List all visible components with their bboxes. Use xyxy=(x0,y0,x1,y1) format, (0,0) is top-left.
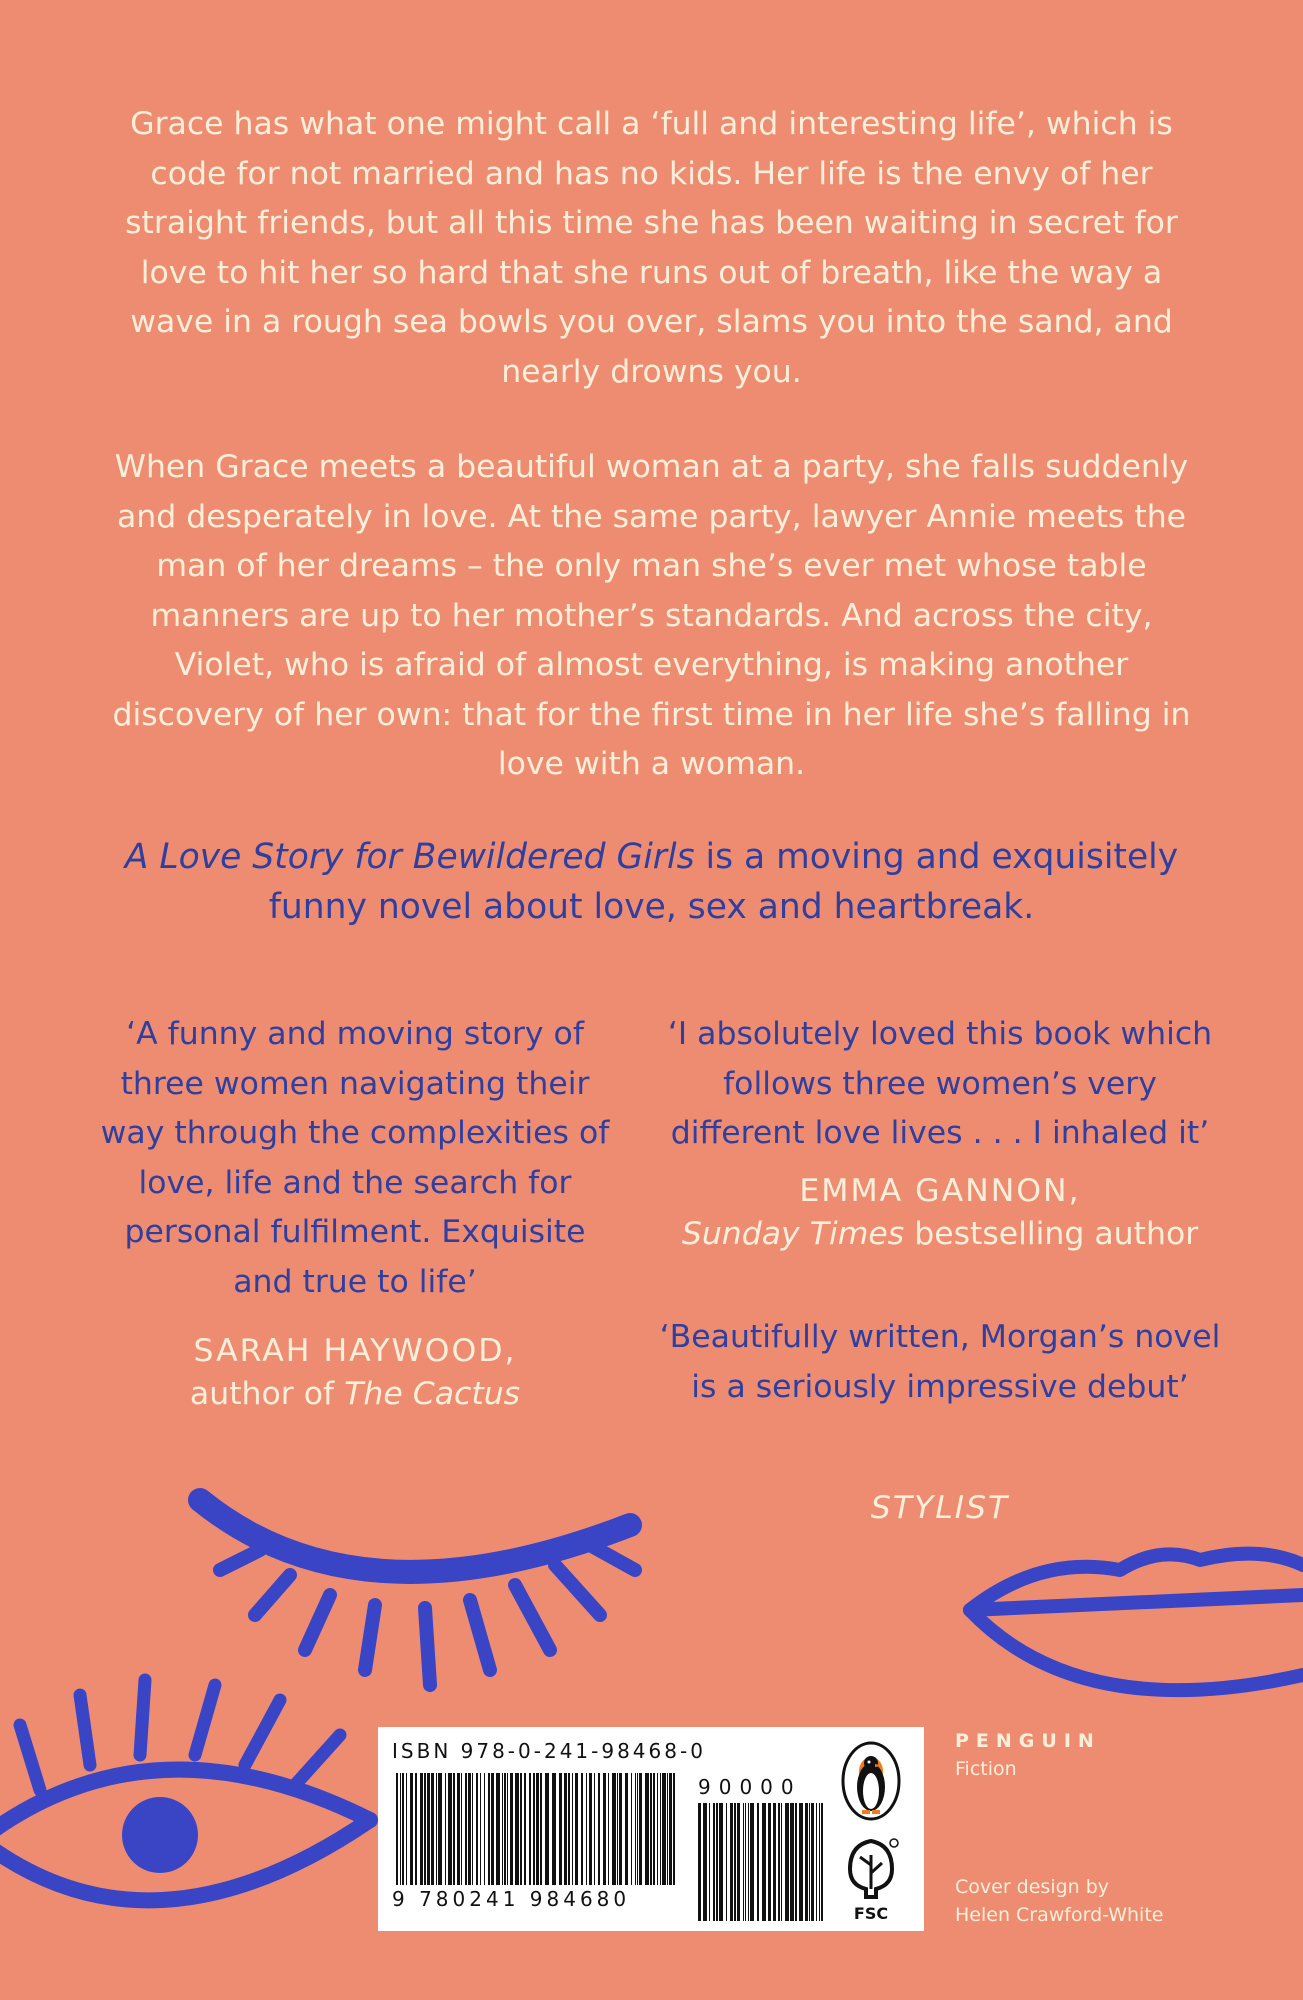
barcode-panel xyxy=(378,1727,924,1931)
reviewer-role: Sunday Times bestselling author xyxy=(681,1216,1199,1252)
review-attribution-gannon xyxy=(655,1170,1225,1256)
eye-drawing-icon xyxy=(0,1650,380,2000)
reviewer-name: EMMA GANNON, xyxy=(799,1173,1081,1209)
tagline xyxy=(100,832,1203,932)
review-attribution-haywood xyxy=(95,1330,615,1416)
blurb-paragraph-2: When Grace meets a beautiful woman at a party, she falls suddenly and desperately in love. At the same party, lawyer Annie meets the man of her dreams – the only man she’s ever met whose table manners are up to her mother’s standards. And across the city, Violet, who is afraid of almost everything, is making another discovery of her own: that for the first time in her life she’s falling in love with a woman. xyxy=(112,449,1191,782)
lips-drawing-icon xyxy=(960,1525,1303,1725)
reviewer-role: author of The Cactus xyxy=(189,1376,521,1412)
cover-credit-line-2: Helen Crawford-White xyxy=(955,1904,1164,1926)
svg-text:FSC: FSC xyxy=(853,1904,889,1923)
review-quote-haywood: ‘A funny and moving story of three women navigating their way through the complexities of love, life and the search for personal fulfilment. Exquisite and true to life’ xyxy=(100,1016,610,1300)
isbn-barcode xyxy=(396,1773,676,1885)
blurb-paragraph-1: Grace has what one might call a ‘full and interesting life’, which is code for not married and has no kids. Her life is the envy of her straight friends, but all this time she has been waiting in secret for love to hit her so hard that she runs out of breath, like the way a wave in a rough sea bowls you over, slams you into the sand, and nearly drowns you. xyxy=(125,106,1178,390)
price-code: 90000 xyxy=(698,1775,802,1799)
fsc-logo-icon xyxy=(840,1835,902,1923)
reviewer-name: SARAH HAYWOOD, xyxy=(193,1333,517,1369)
tagline-text: is a moving and exquisitely funny novel about love, sex and heartbreak. xyxy=(268,837,1179,927)
barcode-digits: 9 780241 984680 xyxy=(392,1887,631,1911)
imprint-label: Fiction xyxy=(955,1758,1017,1780)
review-quote-gannon: ‘I absolutely loved this book which follows three women’s very different love lives . . . I inhaled it’ xyxy=(667,1016,1213,1151)
cover-credit-line-1: Cover design by xyxy=(955,1876,1110,1898)
book-title: A Love Story for Bewildered Girls xyxy=(124,837,695,877)
cover-credit xyxy=(955,1873,1163,1929)
review-quote-stylist: ‘Beautifully written, Morgan’s novel is a seriously impressive debut’ xyxy=(659,1319,1221,1405)
price-barcode xyxy=(698,1803,823,1921)
penguin-logo-icon xyxy=(840,1741,902,1821)
publisher-name: PENGUIN xyxy=(955,1730,1101,1752)
isbn-label: ISBN 978-0-241-98468-0 xyxy=(392,1739,706,1763)
review-attribution-stylist: STYLIST xyxy=(870,1490,1010,1526)
